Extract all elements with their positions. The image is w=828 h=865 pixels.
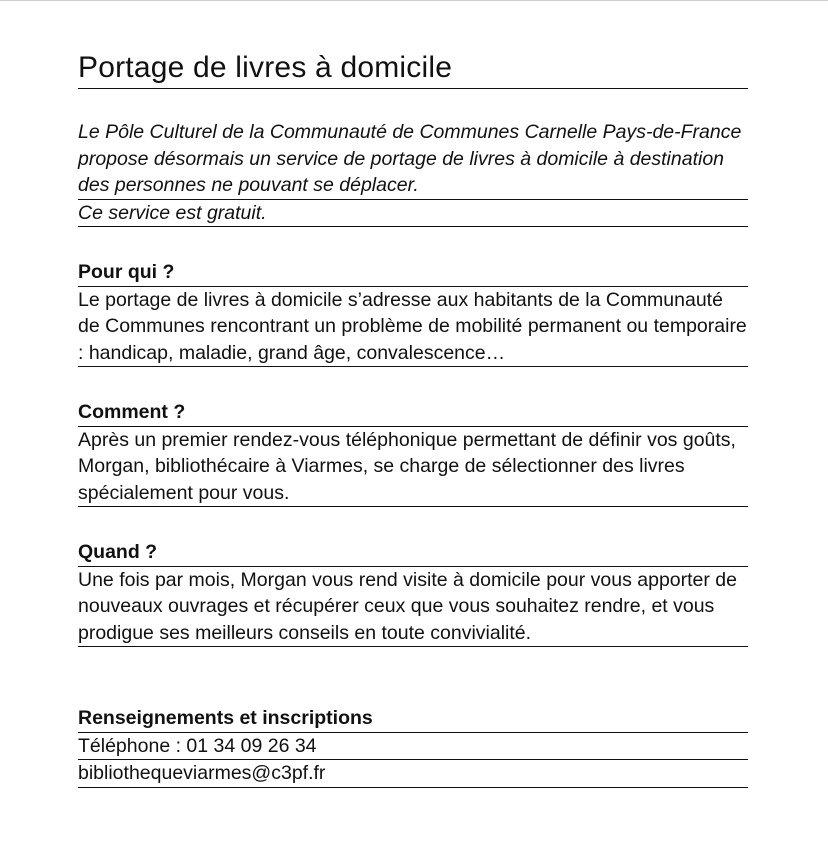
page-title: Portage de livres à domicile [78, 50, 748, 89]
section-body: Une fois par mois, Morgan vous rend visite à domicile pour vous apporter de nouveaux ouvrages et récupérer ceux que vous souhaitez rendre, et vous prodigue ses meilleurs conseils en toute convivialité. [78, 567, 748, 648]
contact-heading: Renseignements et inscriptions [78, 705, 748, 733]
intro-block [78, 119, 748, 227]
top-border [0, 0, 828, 1]
section-body: Après un premier rendez-vous téléphonique permettant de définir vos goûts, Morgan, bibliothécaire à Viarmes, se charge de sélectionner des livres spécialement pour vous. [78, 427, 748, 508]
section-heading: Pour qui ? [78, 259, 748, 287]
section-heading: Comment ? [78, 399, 748, 427]
section-pour-qui [78, 259, 748, 367]
section-quand [78, 539, 748, 647]
intro-free-note: Ce service est gratuit. [78, 200, 748, 228]
contact-email: bibliothequeviarmes@c3pf.fr [78, 760, 748, 788]
contact-phone: Téléphone : 01 34 09 26 34 [78, 733, 748, 761]
section-contact [78, 705, 748, 788]
section-body: Le portage de livres à domicile s’adresse aux habitants de la Communauté de Communes rencontrant un problème de mobilité permanent ou temporaire : handicap, maladie, grand âge, convalescence… [78, 287, 748, 368]
intro-paragraph: Le Pôle Culturel de la Communauté de Communes Carnelle Pays-de-France propose désormais un service de portage de livres à domicile à destination des personnes ne pouvant se déplacer. [78, 119, 748, 200]
document-page [78, 50, 748, 788]
section-heading: Quand ? [78, 539, 748, 567]
section-comment [78, 399, 748, 507]
